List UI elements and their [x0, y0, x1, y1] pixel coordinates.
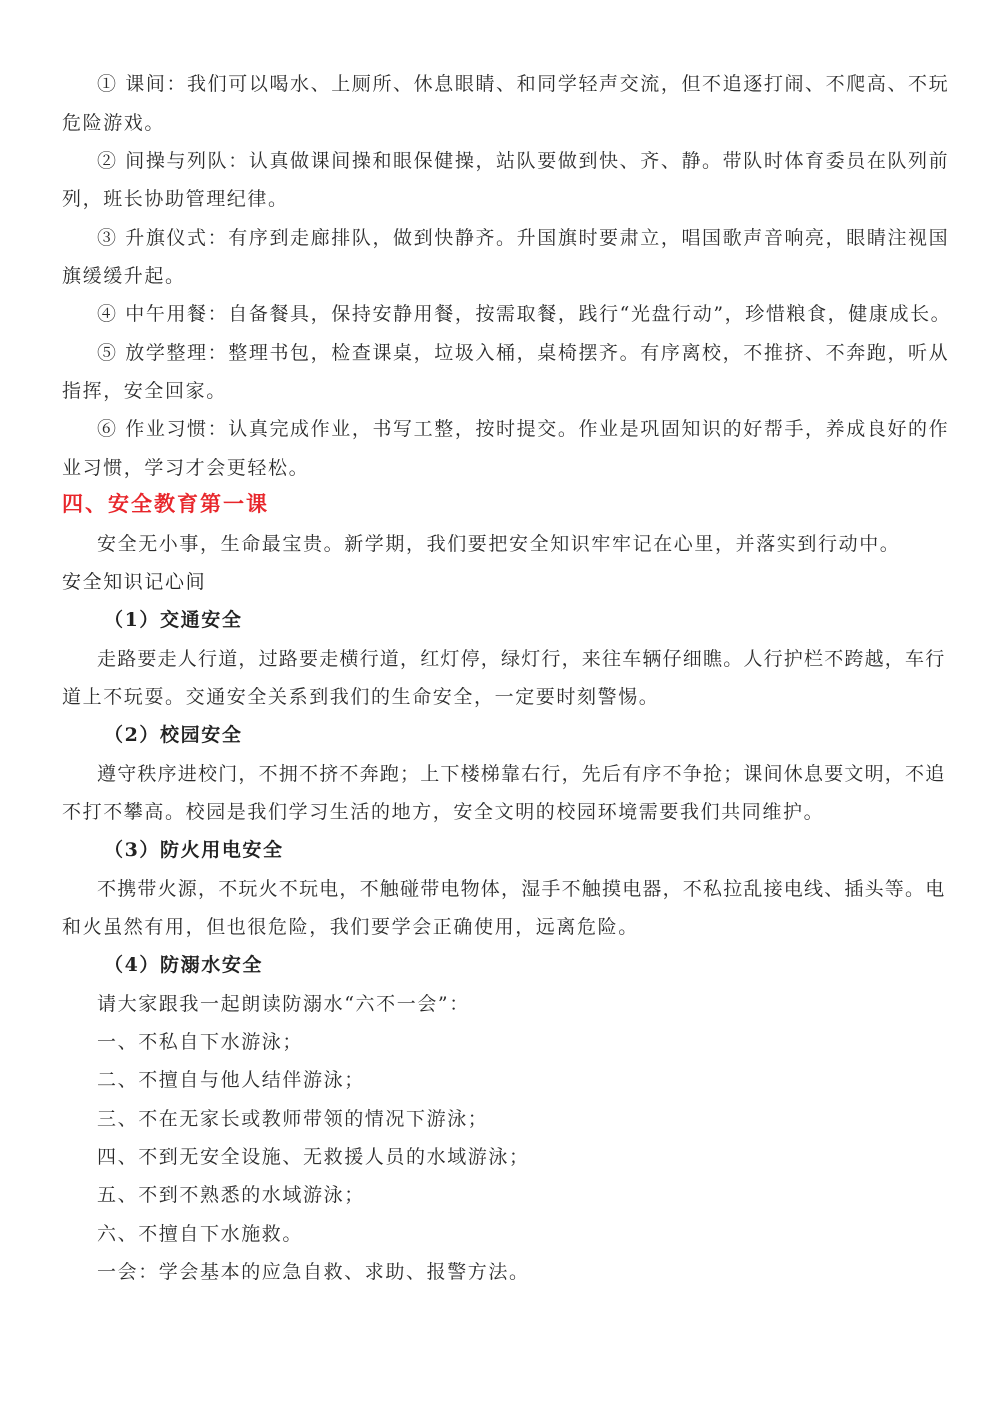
- routine-1-line1: ① 课间：我们可以喝水、上厕所、休息眼睛、和同学轻声交流，但不追逐打闹、不爬高、不玩: [97, 73, 950, 95]
- routine-1-line2: 危险游戏。: [62, 112, 166, 134]
- routine-2-line1: ② 间操与列队：认真做课间操和眼保健操，站队要做到快、齐、静。带队时体育委员在队列前: [97, 150, 950, 172]
- traffic-line1: 走路要走人行道，过路要走横行道，红灯停，绿灯行，来往车辆仔细瞧。人行护栏不跨越，车行: [97, 648, 946, 670]
- drowning-rule: 六、不擅自下水施救。: [97, 1223, 304, 1245]
- routine-6-line1: ⑥ 作业习惯：认真完成作业，书写工整，按时提交。作业是巩固知识的好帮手，养成良好的作: [97, 418, 950, 440]
- fire-title: （3）防火用电安全: [104, 839, 284, 861]
- routine-4-line1: ④ 中午用餐：自备餐具，保持安静用餐，按需取餐，践行“光盘行动”，珍惜粮食，健康成长。: [97, 303, 952, 325]
- routine-5-line2: 指挥，安全回家。: [62, 380, 227, 402]
- drowning-title: （4）防溺水安全: [104, 954, 264, 976]
- drowning-rule: 四、不到无安全设施、无救援人员的水域游泳；: [97, 1146, 530, 1168]
- routine-2-line2: 列，班长协助管理纪律。: [62, 188, 289, 210]
- traffic-title: （1）交通安全: [104, 609, 243, 631]
- drowning-rule: 二、不擅自与他人结伴游泳；: [97, 1069, 365, 1091]
- routine-5-line1: ⑤ 放学整理：整理书包，检查课桌，垃圾入桶，桌椅摆齐。有序离校，不推挤、不奔跑，听从: [97, 342, 950, 364]
- section-intro: 安全无小事，生命最宝贵。新学期，我们要把安全知识牢牢记在心里，并落实到行动中。: [97, 533, 901, 555]
- drowning-rule-one-skill: 一会：学会基本的应急自救、求助、报警方法。: [97, 1261, 530, 1283]
- routine-6-line2: 业习惯，学习才会更轻松。: [62, 457, 310, 479]
- campus-line1: 遵守秩序进校门，不拥不挤不奔跑；上下楼梯靠右行，先后有序不争抢；课间休息要文明，不追: [97, 763, 946, 785]
- section-heading: 四、安全教育第一课: [62, 491, 269, 516]
- campus-title: （2）校园安全: [104, 724, 243, 746]
- fire-line1: 不携带火源，不玩火不玩电，不触碰带电物体，湿手不触摸电器，不私拉乱接电线、插头等。电: [97, 878, 946, 900]
- routine-3-line1: ③ 升旗仪式：有序到走廊排队，做到快静齐。升国旗时要肃立，唱国歌声音响亮，眼睛注视国: [97, 227, 950, 249]
- drowning-rule: 五、不到不熟悉的水域游泳；: [97, 1184, 365, 1206]
- drowning-intro: 请大家跟我一起朗读防溺水“六不一会”：: [97, 993, 470, 1015]
- campus-line2: 不打不攀高。校园是我们学习生活的地方，安全文明的校园环境需要我们共同维护。: [62, 801, 825, 823]
- fire-line2: 和火虽然有用，但也很危险，我们要学会正确使用，远离危险。: [62, 916, 639, 938]
- section-subtitle: 安全知识记心间: [62, 571, 207, 593]
- drowning-rule: 三、不在无家长或教师带领的情况下游泳；: [97, 1108, 489, 1130]
- traffic-line2: 道上不玩耍。交通安全关系到我们的生命安全，一定要时刻警惕。: [62, 686, 660, 708]
- drowning-rule: 一、不私自下水游泳；: [97, 1031, 304, 1053]
- routine-3-line2: 旗缓缓升起。: [62, 265, 186, 287]
